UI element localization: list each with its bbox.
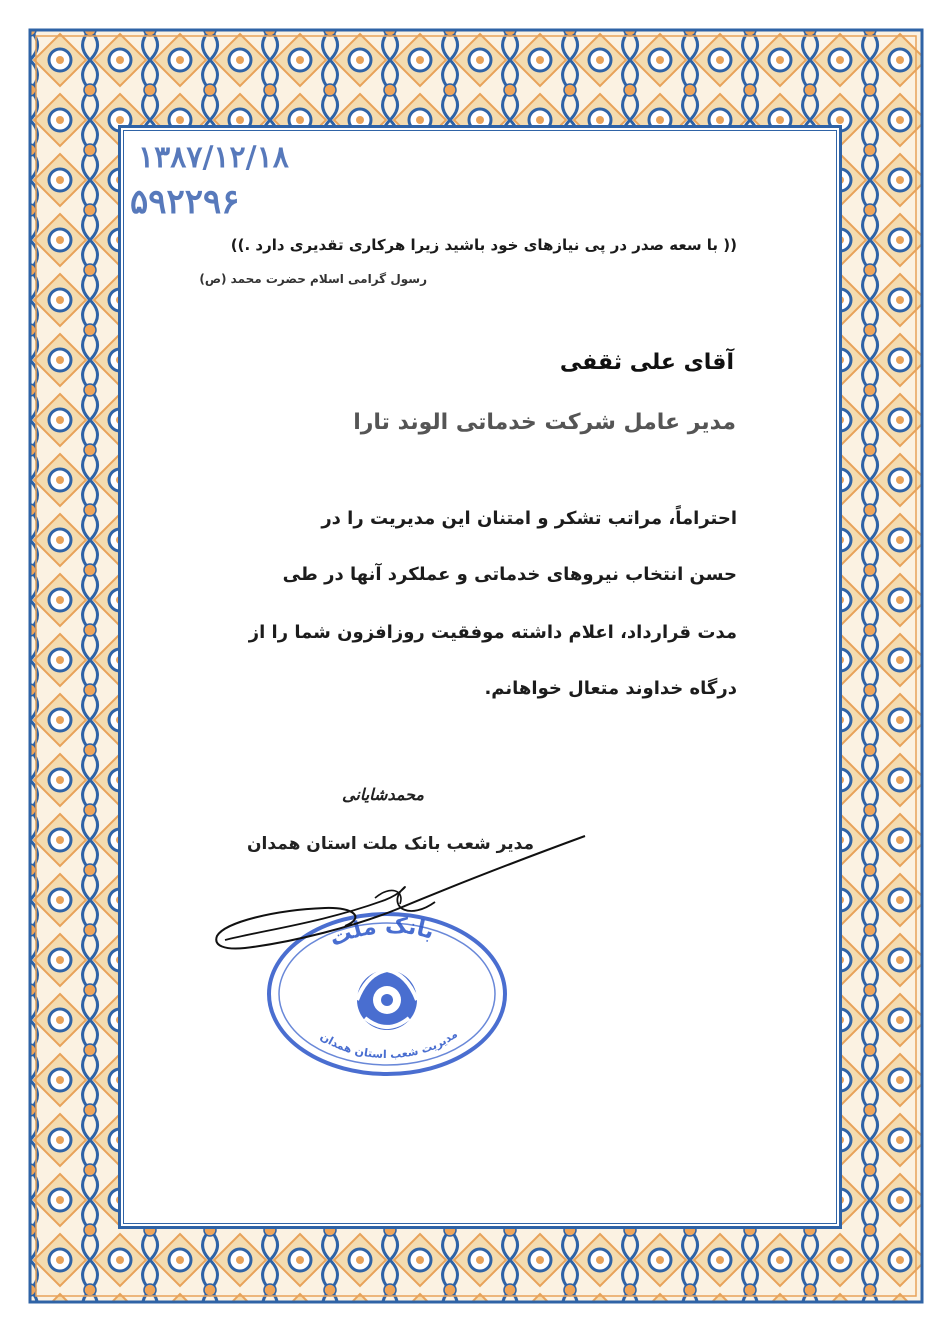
- signer-title: مدیر شعب بانک ملت استان همدان: [247, 834, 534, 854]
- reference-number: ۵۹۲۲۹۶: [130, 182, 240, 222]
- signer-name: محمدشایانی: [342, 785, 424, 804]
- body-line-2: حسن انتخاب نیروهای خدماتی و عملکرد آنها در طی: [282, 564, 737, 585]
- body-line-3: مدت قرارداد، اعلام داشته موفقیت روزافزون شما را از: [248, 622, 737, 643]
- stamp-bottom-text: مدیریت شعب استان همدان: [317, 1027, 460, 1062]
- header-quote: (( با سعه صدر در پی نیازهای خود باشید زیرا هرکاری تقدیری دارد .)): [230, 236, 737, 254]
- stamp-top-text: بانک ملت: [325, 913, 438, 953]
- signature-scribble: [205, 830, 595, 960]
- body-line-4: درگاه خداوند متعال خواهانم.: [484, 678, 737, 699]
- recipient-title: مدیر عامل شرکت خدماتی الوند تارا: [353, 410, 736, 435]
- body-line-1: احتراماً، مراتب تشکر و امتنان این مدیریت را در: [321, 508, 737, 529]
- bank-logo-icon: [357, 970, 417, 1030]
- recipient-name: آقای علی ثقفی: [559, 350, 734, 375]
- quote-source: رسول گرامی اسلام حضرت محمد (ص): [199, 272, 427, 286]
- reference-date: ۱۳۸۷/۱۲/۱۸: [138, 140, 289, 175]
